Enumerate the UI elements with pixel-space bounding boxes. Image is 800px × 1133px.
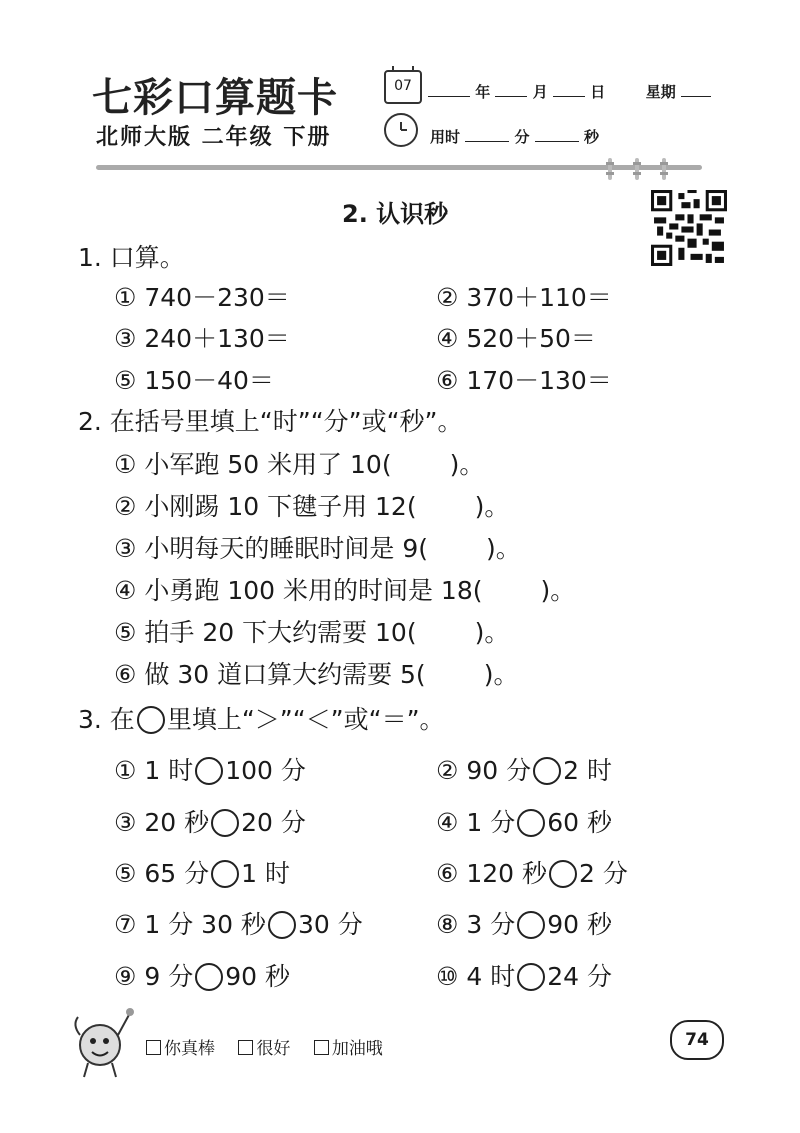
time-used-label: 用时	[430, 128, 461, 146]
seconds-label: 秒	[583, 128, 599, 146]
compare-circle[interactable]	[533, 757, 561, 785]
compare-circle[interactable]	[211, 860, 239, 888]
compare-item-6: ⑥ 120 秒 2 分	[436, 859, 628, 888]
page-number: 74	[670, 1020, 724, 1060]
arith-item-6: ⑥ 170－130＝	[436, 366, 612, 395]
fill-item-1: ① 小军跑 50 米用了 10( )。	[114, 450, 485, 479]
compare-item-3: ③ 20 秒 20 分	[114, 808, 306, 837]
day-label: 日	[590, 83, 606, 101]
arith-item-2: ② 370＋110＝	[436, 283, 612, 312]
section1-heading: 1. 口算。	[78, 243, 185, 272]
compare-circle[interactable]	[268, 911, 296, 939]
mascot-illustration-icon	[70, 1005, 140, 1080]
compare-item-8: ⑧ 3 分 90 秒	[436, 910, 612, 939]
compare-item-1: ① 1 时 100 分	[114, 756, 306, 785]
calendar-icon: 07	[384, 70, 422, 104]
fill-item-4: ④ 小勇跑 100 米用的时间是 18( )。	[114, 576, 576, 605]
arith-item-1: ① 740－230＝	[114, 283, 290, 312]
time-used-fields	[430, 125, 599, 147]
compare-circle[interactable]	[517, 911, 545, 939]
lesson-title: 2. 认识秒	[342, 200, 449, 228]
arith-item-4: ④ 520＋50＝	[436, 324, 596, 353]
section2-heading: 2. 在括号里填上“时”“分”或“秒”。	[78, 407, 463, 436]
minutes-blank[interactable]	[465, 125, 509, 142]
qr-code-icon[interactable]	[651, 190, 727, 266]
compare-circle[interactable]	[195, 963, 223, 991]
arith-item-5: ⑤ 150－40＝	[114, 366, 274, 395]
date-fields	[428, 80, 711, 102]
clock-face-icon	[386, 115, 416, 145]
section3-heading: 3. 在 里填上“＞”“＜”或“＝”。	[78, 705, 445, 734]
fill-item-5: ⑤ 拍手 20 下大约需要 10( )。	[114, 618, 510, 647]
binder-pin-icon	[662, 158, 666, 180]
compare-item-4: ④ 1 分 60 秒	[436, 808, 612, 837]
month-blank[interactable]	[495, 80, 527, 97]
checkbox-icon[interactable]	[238, 1040, 253, 1055]
rating-keep-going[interactable]: 加油哦	[314, 1039, 383, 1059]
compare-item-9: ⑨ 9 分 90 秒	[114, 962, 290, 991]
compare-circle[interactable]	[195, 757, 223, 785]
brand-title: 七彩口算题卡	[92, 74, 338, 121]
fill-item-2: ② 小刚踢 10 下毽子用 12( )。	[114, 492, 510, 521]
year-label: 年	[475, 83, 491, 101]
binder-pin-icon	[635, 158, 639, 180]
compare-circle[interactable]	[517, 809, 545, 837]
binder-pin-icon	[608, 158, 612, 180]
month-label: 月	[532, 83, 548, 101]
circle-icon	[137, 706, 165, 734]
compare-item-10: ⑩ 4 时 24 分	[436, 962, 612, 991]
compare-item-7: ⑦ 1 分 30 秒 30 分	[114, 910, 363, 939]
fill-item-3: ③ 小明每天的睡眠时间是 9( )。	[114, 534, 521, 563]
compare-item-2: ② 90 分 2 时	[436, 756, 612, 785]
weekday-blank[interactable]	[681, 80, 711, 97]
day-blank[interactable]	[553, 80, 585, 97]
rating-good[interactable]: 很好	[238, 1039, 290, 1059]
weekday-label: 星期	[645, 83, 676, 101]
checkbox-icon[interactable]	[146, 1040, 161, 1055]
compare-circle[interactable]	[517, 963, 545, 991]
minutes-label: 分	[514, 128, 530, 146]
checkbox-icon[interactable]	[314, 1040, 329, 1055]
compare-circle[interactable]	[549, 860, 577, 888]
self-rating-options	[146, 1034, 401, 1059]
arith-item-3: ③ 240＋130＝	[114, 324, 290, 353]
clock-icon	[384, 113, 418, 147]
compare-circle[interactable]	[211, 809, 239, 837]
rating-great[interactable]: 你真棒	[146, 1039, 215, 1059]
seconds-blank[interactable]	[535, 125, 579, 142]
edition-label: 北师大版 二年级 下册	[96, 125, 332, 150]
compare-item-5: ⑤ 65 分 1 时	[114, 859, 290, 888]
year-blank[interactable]	[428, 80, 470, 97]
fill-item-6: ⑥ 做 30 道口算大约需要 5( )。	[114, 660, 519, 689]
